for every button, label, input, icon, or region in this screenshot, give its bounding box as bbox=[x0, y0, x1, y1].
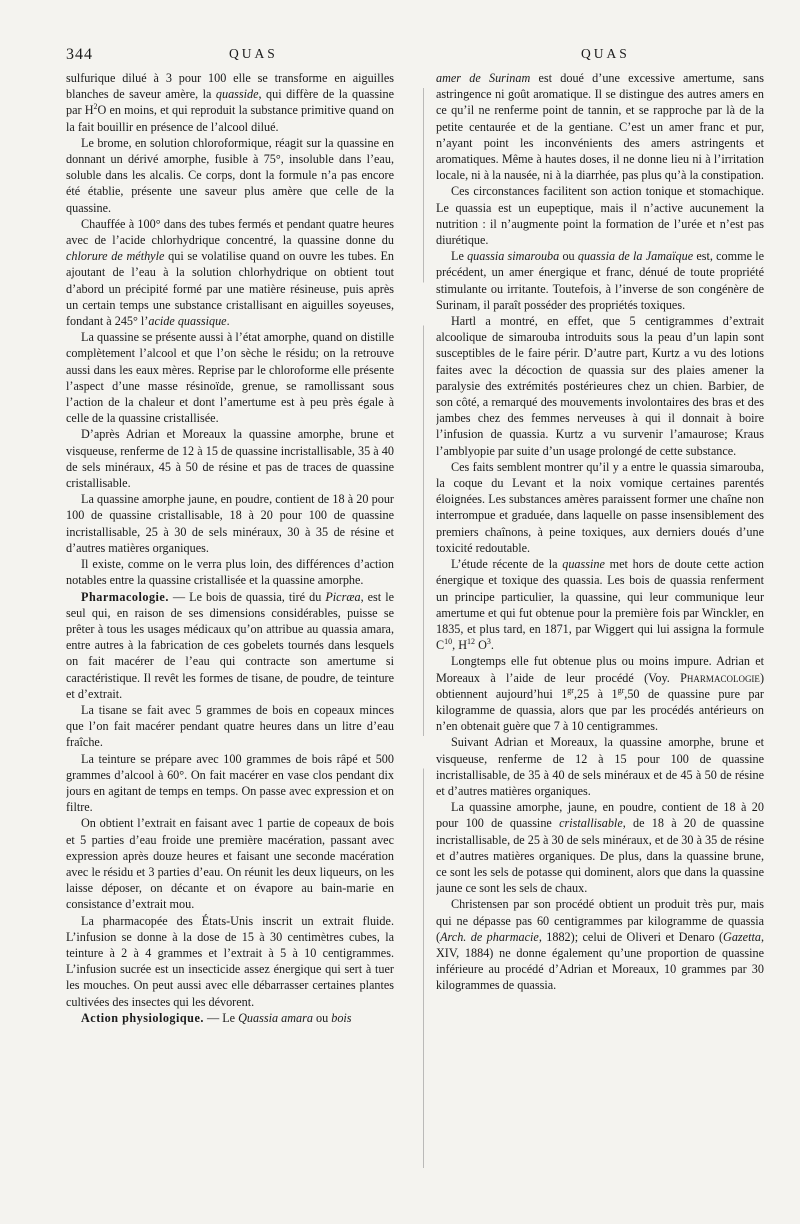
paragraph: Ces circonstances facilitent son action tonique et stomachique. Le quassia est un eupeptique, mais il n’active aucunement la nutrition : il n’augmente point la formation de l’urée et n’est pas diurétique. bbox=[436, 184, 764, 248]
paragraph: La quassine amorphe, jaune, en poudre, contient de 18 à 20 pour 100 de quassine cristallisable, de 18 à 20 de quassine incristallisable, de 25 à 30 de sels minéraux, et de 30 à 35 de résine et d’autres matières organiques. De plus, dans la quassine brune, ce sont les sels de potasse qui dominent, alors que dans la quassine jaune ce sont les sels de chaux. bbox=[436, 800, 764, 896]
paragraph: Hartl a montré, en effet, que 5 centigrammes d’extrait alcoolique de simarouba introduits sous la peau d’un lapin sont susceptibles de le faire périr. D’autre part, Kurtz a vu des lotions faites avec la décoction de quassia sur des plaies amener la paralysie des extrémités postérieures chez un chien. Barbier, de son côté, a remarqué des mouvements involontaires des bras et des jambes chez des femmes nerveuses à qui il donnait à boire l’infusion de quassia. Kurtz a vu survenir l’amaurose; Kraus l’amblyopie par suite d’un usage prolongé de cette substance. bbox=[436, 314, 764, 458]
paragraph: Chauffée à 100° dans des tubes fermés et pendant quatre heures avec de l’acide chlorhydrique concentré, la quassine donne du chlorure de méthyle qui se volatilise quand on ouvre les tubes. En ajoutant de l’eau à la solution chlorhydrique on obtient tout d’abord un précipité formé par une matière résineuse, puis après un certain temps une substance cristallisant en aiguilles soyeuses, fondant à 245° l’acide quassique. bbox=[66, 216, 394, 329]
paragraph: Suivant Adrian et Moreaux, la quassine amorphe, brune et visqueuse, renferme de 12 à 15 pour 100 de quassine incristallisable, de 35 à 40 de sels minéraux et de 45 à 50 de résine et d’autres matières organiques. bbox=[436, 735, 764, 798]
section-heading: Pharmacologie. bbox=[81, 589, 169, 604]
paragraph: Ces faits semblent montrer qu’il y a entre le quassia simarouba, la coque du Levant et la noix vomique certaines parentés éloignées. Les substances amères paraissent former une chaîne non interrompue et graduée, dans laquelle on passe insensiblement des premiers chaînons, à peine toxiques, aux derniers doués d’une toxicité redoutable. bbox=[436, 459, 764, 555]
paragraph: La tisane se fait avec 5 grammes de bois en copeaux minces que l’on fait macérer pendant quatre heures dans un litre d’eau fraîche. bbox=[66, 702, 394, 750]
right-column bbox=[436, 70, 764, 1190]
paragraph: Il existe, comme on le verra plus loin, des différences d’action notables entre la quassine cristallisée et la quassine amorphe. bbox=[66, 557, 394, 588]
left-column bbox=[66, 70, 394, 1190]
paragraph: La quassine se présente aussi à l’état amorphe, quand on distille complètement l’alcool et que l’on sèche le résidu; on la retrouve aussi dans les eaux mères. Reprise par le chloroforme elle présente l’aspect d’une masse résinoïde, grenue, se ramollissant sous l’action de la chaleur et dont l’amertume est à peu près égale à celle de la quassine cristallisée. bbox=[66, 330, 394, 426]
paragraph: D’après Adrian et Moreaux la quassine amorphe, brune et visqueuse, renferme de 12 à 15 de quassine incristallisable, 35 à 40 de sels minéraux, 45 à 50 de résine et pas de traces de quassine cristallisable. bbox=[66, 427, 394, 491]
column-divider bbox=[423, 88, 424, 1168]
paragraph: Action physiologique. — Le Quassia amara ou bois bbox=[81, 1010, 352, 1025]
page-number: 344 bbox=[66, 46, 93, 63]
section-heading: Action physiologique. bbox=[81, 1010, 204, 1025]
paragraph: Christensen par son procédé obtient un produit très pur, mais qui ne dépasse pas 60 centigrammes par kilogramme de quassia (Arch. de pharmacie, 1882); celui de Oliveri et Denaro (Gazetta, XIV, 1884) ne donne également qu’une proportion de quassine inférieure au procédé d’Adrian et Moreaux, 10 grammes par 30 kilogrammes de quassia. bbox=[436, 897, 764, 993]
paragraph: Pharmacologie. — Le bois de quassia, tiré du Picræa, est le seul qui, en raison de ses dimensions considérables, puisse se prêter à tous les usages médicaux qu’on attribue au quassia amara, entre autres à la fabrication de ces gobelets tournés dans lesquels on fait macérer de l’eau qui contracte son amertume si caractéristique. Il revêt les formes de tisane, de poudre, de teinture et d’extrait. bbox=[66, 589, 394, 701]
paragraph: La teinture se prépare avec 100 grammes de bois râpé et 500 grammes d’alcool à 60°. On fait macérer en vase clos pendant dix jours en agitant de temps en temps. On passe avec expression et on filtre. bbox=[66, 751, 394, 815]
paragraph: Le quassia simarouba ou quassia de la Jamaïque est, comme le précédent, un amer énergique et franc, dénué de toute propriété stimulante ou irritante. Toutefois, à l’inverse de son congénère de Surinam, il paraît posséder des propriétés toxiques. bbox=[436, 249, 764, 312]
paragraph: On obtient l’extrait en faisant avec 1 partie de copeaux de bois et 5 parties d’eau froide une première macération, passant avec expression après douze heures et faisant une seconde macération avec le résidu et 3 parties d’eau. On réunit les deux liqueurs, on les laisse déposer, on décante et on évapore au bain-marie en consistance d’extrait mou. bbox=[66, 816, 394, 912]
running-head-right: QUAS bbox=[581, 46, 630, 61]
page-header bbox=[0, 46, 800, 66]
paragraph: sulfurique dilué à 3 pour 100 elle se transforme en aiguilles blanches de saveur amère, la quasside, qui diffère de la quassine par $H^2O$ en moins, et qui reproduit la substance primitive quand on la fait bouillir en présence de l’alcool dilué. bbox=[66, 71, 394, 134]
running-head-left: QUAS bbox=[229, 46, 278, 61]
paragraph: La quassine amorphe jaune, en poudre, contient de 18 à 20 pour 100 de quassine cristallisable, 18 à 20 pour 100 de quassine incristallisable, 25 à 30 de sels minéraux, 30 à 35 de résine et d’autres matières organiques. bbox=[66, 492, 394, 555]
paragraph: Longtemps elle fut obtenue plus ou moins impure. Adrian et Moreaux à l’aide de leur procédé (Voy. Pharmacologie) obtiennent aujourd’hui $1^{gr},25$ à $1^{gr},50$ de quassine pure par kilogramme de quassia, alors que par les procédés antérieurs on n’en obtenait guère que 7 à 10 centigrammes. bbox=[436, 654, 764, 734]
paragraph: L’étude récente de la quassine met hors de doute cette action énergique et toxique des quassia. Les bois de quassia renferment un principe particulier, la quassine, qui leur communique leur amertume et qui fut obtenue pour la première fois par Winckler, en 1835, et plus tard, en 1871, par Wiggert qui lui assigna la formule $C^{10}$, $H^{12}$ $O^3$. bbox=[436, 557, 764, 653]
paragraph: Le brome, en solution chloroformique, réagit sur la quassine en donnant un dérivé amorphe, fusible à 75°, insoluble dans l’eau, soluble dans les alcalis. Ce corps, dont la formule n’a pas encore été établie, présente une saveur plus amère que celle de la quassine. bbox=[66, 135, 394, 215]
paragraph: amer de Surinam est doué d’une excessive amertume, sans astringence ni goût aromatique. Il se distingue des autres amers en ce qu’il ne renferme point de tannin, et se rapproche par là de la petite centaurée et de la gentiane. C’est un amer franc et pur, n’ayant point les inconvénients des amers astringents et aromatiques. Même à hautes doses, il ne donne lieu ni à l’irritation locale, ni à la nausée, ni à la diarrhée, pas plus qu’à la constipation. bbox=[436, 71, 764, 183]
paragraph: La pharmacopée des États-Unis inscrit un extrait fluide. L’infusion se donne à la dose de 15 à 30 centimètres cubes, la teinture à 2 à 4 grammes et l’extrait à 5 à 10 centigrammes. L’infusion sucrée est un insecticide assez énergique qui sert à tuer les mouches. On peut aussi avec elle débarrasser certaines plantes cultivées des insectes qui les dévorent. bbox=[66, 913, 394, 1009]
